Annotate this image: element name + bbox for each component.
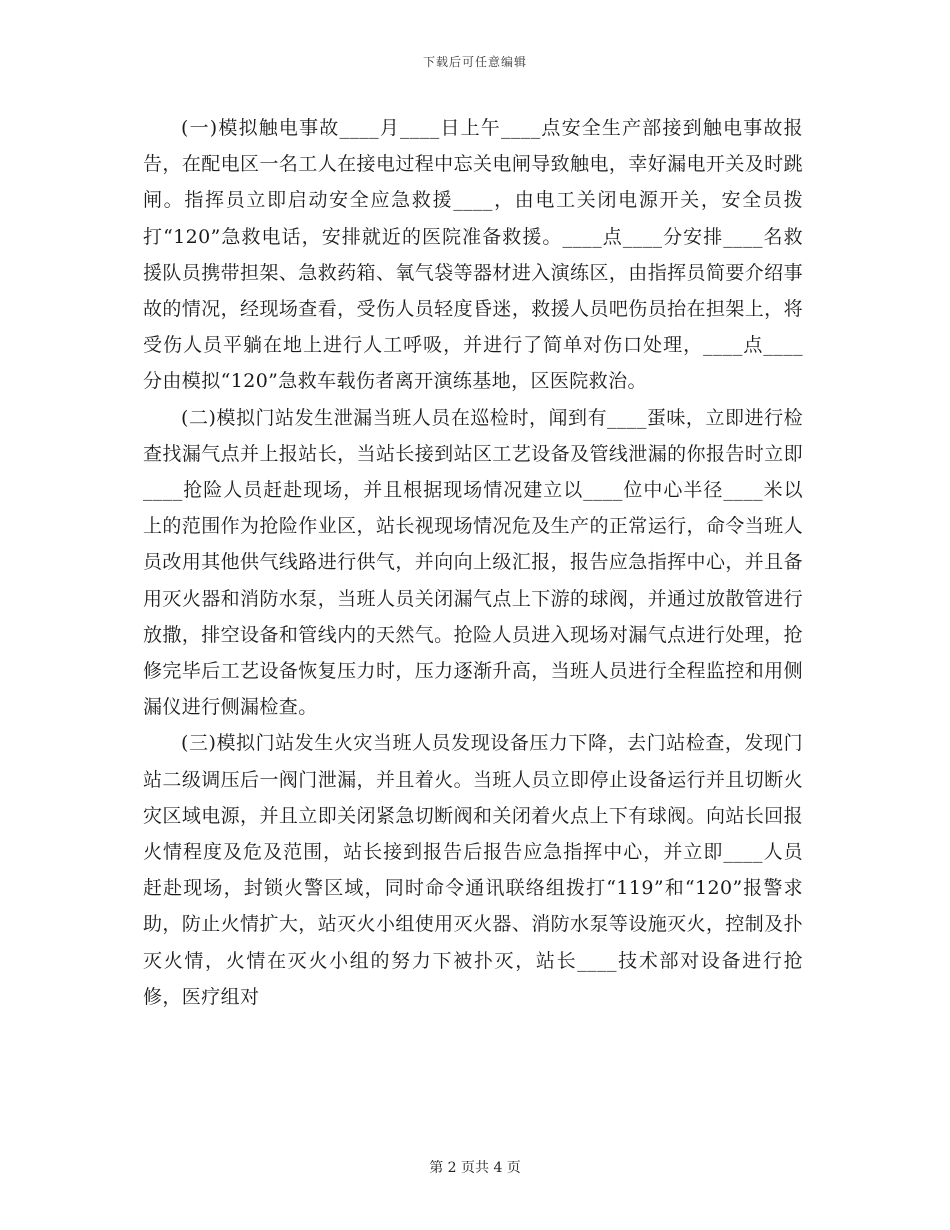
document-body: [143, 110, 803, 1015]
page-number: 第 2 页共 4 页: [429, 1160, 521, 1176]
page-header-note: 下载后可任意编辑: [422, 55, 527, 69]
paragraph-fire-drill: (三)模拟门站发生火灾当班人员发现设备压力下降，去门站检查，发现门站二级调压后一阀门泄漏，并且着火。当班人员立即停止设备运行并且切断火灾区域电源，并且立即关闭紧急切断阀和关闭着火点上下有球阀。向站长回报火情程度及危及范围，站长接到报告后报告应急指挥中心，并立即____人员赶赴现场，封锁火警区域，同时命令通讯联络组拨打“119”和“120”报警求助，防止火情扩大，站灭火小组使用灭火器、消防水泵等设施灭火，控制及扑灭火情，火情在灭火小组的努力下被扑灭，站长____技术部对设备进行抢修，医疗组对: [143, 732, 803, 1008]
paragraph-gas-leak-drill: (二)模拟门站发生泄漏当班人员在巡检时，闻到有____蛋味，立即进行检查找漏气点并上报站长，当站长接到站区工艺设备及管线泄漏的你报告时立即____抢险人员赶赴现场，并且根据现场情况建立以____位中心半径____米以上的范围作为抢险作业区，站长视现场情况危及生产的正常运行，命令当班人员改用其他供气线路进行供气，并向向上级汇报，报告应急指挥中心，并且备用灭火器和消防水泵，当班人员关闭漏气点上下游的球阀，并通过放散管进行放撒，排空设备和管线内的天然气。抢险人员进入现场对漏气点进行处理，抢修完毕后工艺设备恢复压力时，压力逐渐升高，当班人员进行全程监控和用侧漏仪进行侧漏检查。: [143, 406, 803, 719]
paragraph-electric-shock-drill: (一)模拟触电事故____月____日上午____点安全生产部接到触电事故报告，在配电区一名工人在接电过程中忘关电闸导致触电，幸好漏电开关及时跳闸。指挥员立即启动安全应急救援____，由电工关闭电源开关，安全员拨打“120”急救电话，安排就近的医院准备救援。____点____分安排____名救援队员携带担架、急救药箱、氧气袋等器材进入演练区，由指挥员简要介绍事故的情况，经现场查看，受伤人员轻度昏迷，救援人员吧伤员抬在担架上，将受伤人员平躺在地上进行人工呼吸，并进行了简单对伤口处理，____点____分由模拟“120”急救车载伤者离开演练基地，区医院救治。: [143, 117, 803, 393]
